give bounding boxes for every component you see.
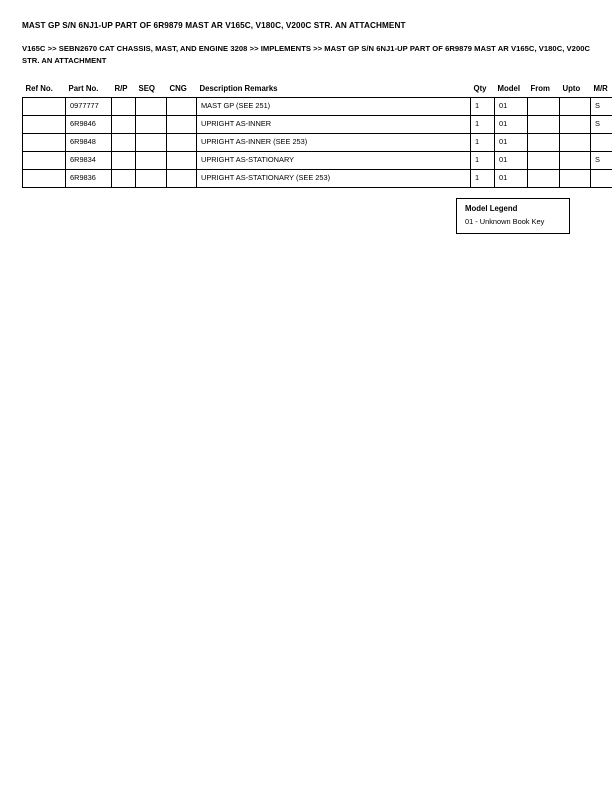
parts-table-body xyxy=(23,98,612,188)
cell-model: 01 xyxy=(495,116,528,134)
cell-seq xyxy=(136,98,167,116)
cell-ref-no xyxy=(23,152,66,170)
cell-seq xyxy=(136,152,167,170)
cell-rp xyxy=(112,152,136,170)
cell-cng xyxy=(167,152,197,170)
column-header-part-no: Part No. xyxy=(68,84,99,93)
cell-mr: S xyxy=(591,152,612,170)
cell-upto xyxy=(560,98,591,116)
cell-from xyxy=(528,134,560,152)
cell-rp xyxy=(112,116,136,134)
cell-model: 01 xyxy=(495,134,528,152)
table-row xyxy=(23,116,612,134)
model-legend xyxy=(456,198,570,234)
cell-seq xyxy=(136,116,167,134)
cell-upto xyxy=(560,116,591,134)
cell-part-no: 0977777 xyxy=(66,98,112,116)
table-row xyxy=(23,152,612,170)
cell-ref-no xyxy=(23,134,66,152)
cell-mr: S xyxy=(591,116,612,134)
cell-description: UPRIGHT AS-STATIONARY (SEE 253) xyxy=(197,170,471,188)
cell-qty: 1 xyxy=(471,152,495,170)
cell-description: MAST GP (SEE 251) xyxy=(197,98,471,116)
cell-ref-no xyxy=(23,116,66,134)
model-legend-title: Model Legend xyxy=(465,204,518,213)
column-header-mr: M/R xyxy=(593,84,608,93)
cell-from xyxy=(528,152,560,170)
cell-qty: 1 xyxy=(471,170,495,188)
cell-rp xyxy=(112,134,136,152)
cell-ref-no xyxy=(23,98,66,116)
cell-description: UPRIGHT AS-INNER (SEE 253) xyxy=(197,134,471,152)
cell-upto xyxy=(560,134,591,152)
cell-ref-no xyxy=(23,170,66,188)
table-header-row xyxy=(23,84,612,98)
parts-table-header xyxy=(23,84,612,98)
cell-part-no: 6R9836 xyxy=(66,170,112,188)
column-header-upto: Upto xyxy=(562,84,581,93)
cell-part-no: 6R9848 xyxy=(66,134,112,152)
cell-mr: S xyxy=(591,98,612,116)
table-row xyxy=(23,98,612,116)
cell-from xyxy=(528,170,560,188)
cell-model: 01 xyxy=(495,170,528,188)
parts-table xyxy=(22,84,612,188)
cell-qty: 1 xyxy=(471,116,495,134)
cell-mr xyxy=(591,134,612,152)
cell-part-no: 6R9846 xyxy=(66,116,112,134)
column-header-cng: CNG xyxy=(169,84,187,93)
cell-upto xyxy=(560,170,591,188)
cell-upto xyxy=(560,152,591,170)
table-row xyxy=(23,170,612,188)
cell-seq xyxy=(136,170,167,188)
column-header-rp: R/P xyxy=(114,84,128,93)
cell-seq xyxy=(136,134,167,152)
column-header-model: Model xyxy=(497,84,521,93)
model-legend-item: 01 - Unknown Book Key xyxy=(465,217,545,226)
cell-from xyxy=(528,98,560,116)
cell-part-no: 6R9834 xyxy=(66,152,112,170)
cell-rp xyxy=(112,170,136,188)
cell-cng xyxy=(167,98,197,116)
cell-qty: 1 xyxy=(471,98,495,116)
cell-cng xyxy=(167,116,197,134)
column-header-description: Description Remarks xyxy=(199,84,278,93)
cell-model: 01 xyxy=(495,98,528,116)
column-header-seq: SEQ xyxy=(138,84,155,93)
cell-rp xyxy=(112,98,136,116)
cell-cng xyxy=(167,134,197,152)
page-title: MAST GP S/N 6NJ1-UP PART OF 6R9879 MAST AR V165C, V180C, V200C STR. AN ATTACHMENT xyxy=(22,21,406,30)
parts-table-container xyxy=(22,84,608,188)
table-row xyxy=(23,134,612,152)
column-header-from: From xyxy=(530,84,550,93)
cell-mr xyxy=(591,170,612,188)
cell-from xyxy=(528,116,560,134)
cell-model: 01 xyxy=(495,152,528,170)
cell-qty: 1 xyxy=(471,134,495,152)
breadcrumb: V165C >> SEBN2670 CAT CHASSIS, MAST, AND ENGINE 3208 >> IMPLEMENTS >> MAST GP S/N 6NJ1-UP PART OF 6R9879 MAST AR V165C, V180C, V200C STR. AN ATTACHMENT xyxy=(22,44,591,65)
cell-description: UPRIGHT AS-INNER xyxy=(197,116,471,134)
column-header-ref-no: Ref No. xyxy=(25,84,53,93)
cell-description: UPRIGHT AS-STATIONARY xyxy=(197,152,471,170)
column-header-qty: Qty xyxy=(473,84,487,93)
cell-cng xyxy=(167,170,197,188)
